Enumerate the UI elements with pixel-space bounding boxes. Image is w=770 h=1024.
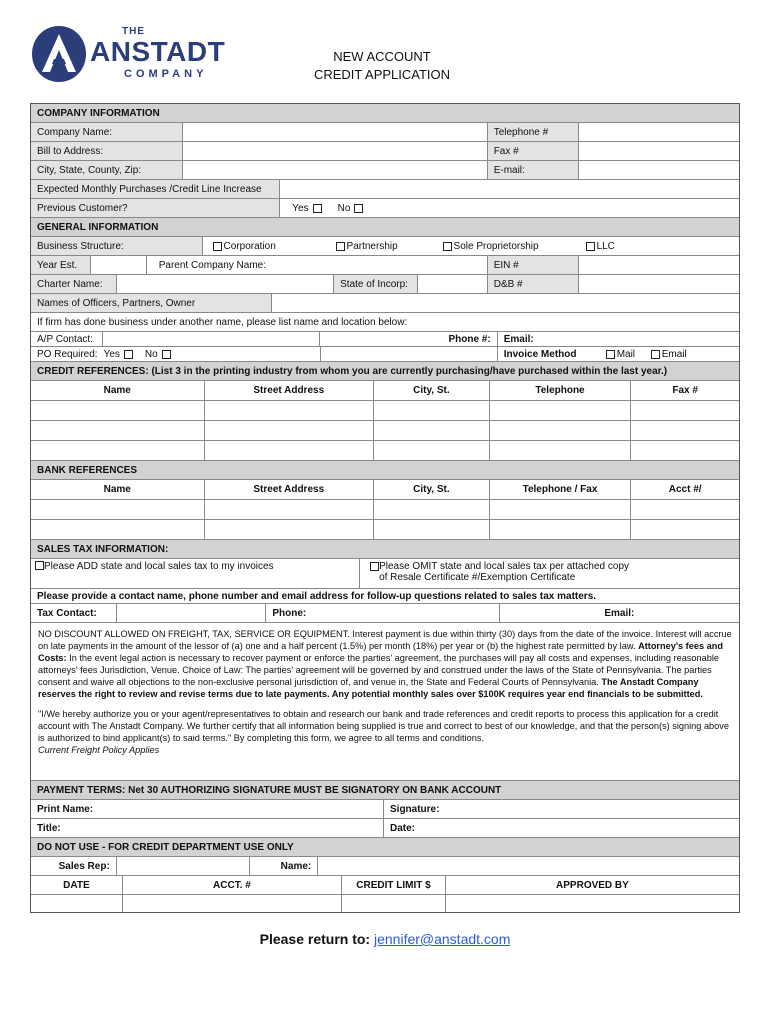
previous-yes-label: Yes — [292, 202, 309, 214]
db-label: D&B # — [488, 275, 580, 293]
sales-tax-omit-option — [360, 559, 739, 588]
credit-ref-3-name[interactable] — [31, 441, 205, 460]
table-row — [31, 421, 739, 441]
dept-col-approved-by: APPROVED BY — [556, 879, 629, 891]
bank-ref-2-city[interactable] — [374, 520, 490, 539]
credit-dept-columns — [31, 876, 739, 895]
expected-purchases-field[interactable] — [280, 180, 739, 198]
terms-text — [31, 623, 739, 780]
corporation-label: Corporation — [223, 240, 276, 252]
tax-phone-label: Phone: — [272, 607, 307, 619]
print-name-row — [31, 800, 739, 819]
dept-col-credit-limit: CREDIT LIMIT $ — [342, 876, 446, 894]
tax-contact-field[interactable] — [117, 604, 267, 622]
charter-field[interactable] — [117, 275, 334, 293]
bank-ref-1-city[interactable] — [374, 500, 490, 519]
llc-checkbox[interactable] — [586, 242, 595, 251]
llc-label: LLC — [596, 240, 615, 252]
bank-ref-1-acct[interactable] — [631, 500, 739, 519]
bank-ref-1-telephone-fax[interactable] — [490, 500, 632, 519]
bill-to-label: Bill to Address: — [31, 142, 183, 160]
bank-ref-2-street[interactable] — [205, 520, 375, 539]
terms-row — [31, 623, 739, 781]
state-incorp-field[interactable] — [418, 275, 488, 293]
email-invoice-label: Email — [661, 348, 687, 360]
ap-email-label: Email: — [503, 333, 534, 345]
po-no-label: No — [144, 348, 158, 360]
credit-ref-2-street[interactable] — [205, 421, 375, 440]
sales-tax-add-option — [31, 559, 360, 588]
po-yes-checkbox[interactable] — [124, 350, 133, 359]
year-est-label: Year Est. — [31, 256, 91, 274]
general-info-header: GENERAL INFORMATION — [31, 218, 739, 237]
credit-ref-2-name[interactable] — [31, 421, 205, 440]
state-incorp-label: State of Incorp: — [334, 275, 418, 293]
fax-label: Fax # — [488, 142, 580, 160]
credit-ref-3-telephone[interactable] — [490, 441, 632, 460]
tax-email-field[interactable] — [500, 604, 739, 622]
sales-rep-row — [31, 857, 739, 876]
tax-contact-label: Tax Contact: — [31, 604, 117, 622]
credit-col-telephone: Telephone — [490, 381, 632, 400]
po-required-options — [31, 347, 320, 361]
tax-phone-field[interactable] — [266, 604, 499, 622]
dept-col-date: DATE — [31, 876, 123, 894]
ap-contact-row — [31, 332, 739, 347]
title-label: Title: — [37, 822, 61, 834]
logo-mark-icon — [30, 24, 88, 86]
business-structure-label: Business Structure: — [31, 237, 203, 255]
previous-yes-checkbox[interactable] — [313, 204, 322, 213]
table-row — [31, 895, 739, 912]
bank-col-name: Name — [31, 480, 205, 499]
tax-contact-row — [31, 604, 739, 623]
previous-no-checkbox[interactable] — [354, 204, 363, 213]
credit-application-form — [30, 103, 740, 913]
previous-customer-options — [280, 199, 739, 217]
charter-row — [31, 275, 739, 294]
dept-acct-field[interactable] — [123, 895, 342, 912]
document-title — [297, 48, 467, 84]
terms-p2: "I/We hereby authorize you or your agent/representatives to obtain and research our bank and trade references and credit reports to process this application for a credit account with The Anstadt Company. We further certify that all information being supplied is true and correct to best of our knowledge, and that the person(s) signing above is authorized to bind applicant(s) to said terms." By completing this form, we agree to all terms and conditions. — [38, 709, 729, 743]
dept-approved-by-field[interactable] — [446, 895, 739, 912]
invoice-method-options — [498, 347, 739, 361]
bank-ref-2-name[interactable] — [31, 520, 205, 539]
table-row — [31, 441, 739, 461]
payment-terms-header: PAYMENT TERMS: Net 30 AUTHORIZING SIGNATURE MUST BE SIGNATORY ON BANK ACCOUNT — [31, 781, 739, 800]
credit-ref-3-street[interactable] — [205, 441, 375, 460]
mail-checkbox[interactable] — [606, 350, 615, 359]
omit-tax-label-2: of Resale Certificate #/Exemption Certificate — [379, 572, 576, 583]
table-row — [31, 401, 739, 421]
previous-customer-label: Previous Customer? — [31, 199, 280, 217]
credit-ref-3-fax[interactable] — [631, 441, 739, 460]
title-line-2: CREDIT APPLICATION — [313, 67, 451, 82]
credit-ref-1-name[interactable] — [31, 401, 205, 420]
credit-ref-1-telephone[interactable] — [490, 401, 632, 420]
credit-ref-2-telephone[interactable] — [490, 421, 632, 440]
credit-references-columns — [31, 381, 739, 401]
db-field[interactable] — [579, 275, 739, 293]
prior-names-label: If firm has done business under another name, please list name and location below: — [37, 316, 408, 328]
year-est-row — [31, 256, 739, 275]
po-required-row — [31, 347, 739, 362]
dept-date-field[interactable] — [31, 895, 123, 912]
credit-references-header: CREDIT REFERENCES: (List 3 in the printing industry from whom you are currently purchasing/have purchased within the last year.) — [31, 362, 739, 381]
city-state-label: City, State, County, Zip: — [31, 161, 183, 179]
signature-field[interactable] — [384, 800, 739, 818]
sales-rep-label: Sales Rep: — [31, 857, 117, 875]
telephone-field[interactable] — [579, 123, 739, 141]
credit-col-name: Name — [31, 381, 205, 400]
bank-ref-2-telephone-fax[interactable] — [490, 520, 632, 539]
company-logo — [30, 20, 230, 90]
terms-p1-a: NO DISCOUNT ALLOWED ON FREIGHT, TAX, SERVICE OR EQUIPMENT. Interest payment is due within thirty (30) days from the date of the invoice. Interest will accrue on late payments in the amount of the lessor of (a) one and a half percent (1.5%) per month (18%) per year or (b) the highest rate permitted by law. — [38, 629, 732, 651]
add-tax-checkbox[interactable] — [35, 561, 44, 570]
table-row — [31, 500, 739, 520]
logo-the: THE — [122, 26, 145, 37]
dept-col-acct: ACCT. # — [123, 876, 342, 894]
table-row — [31, 520, 739, 540]
credit-col-street: Street Address — [205, 381, 375, 400]
po-yes-label: Yes — [103, 348, 120, 360]
invoice-method-label: Invoice Method — [503, 348, 577, 360]
credit-ref-2-fax[interactable] — [631, 421, 739, 440]
company-name-field[interactable] — [183, 123, 488, 141]
officers-row — [31, 294, 739, 313]
credit-dept-header: DO NOT USE - FOR CREDIT DEPARTMENT USE ONLY — [31, 838, 739, 857]
credit-ref-1-city[interactable] — [374, 401, 490, 420]
po-blank — [320, 347, 498, 361]
terms-p1-d: The Anstadt Company reserves the right to review and revise terms due to late payments. Any potential monthly sales over $100K requires year end financials to be submitted. — [38, 677, 703, 699]
fax-field[interactable] — [579, 142, 739, 160]
sole-proprietorship-checkbox[interactable] — [443, 242, 452, 251]
credit-col-fax: Fax # — [672, 385, 698, 396]
sales-tax-options-row — [31, 559, 739, 589]
sales-tax-contact-note: Please provide a contact name, phone number and email address for follow-up questions related to sales tax matters. — [37, 590, 597, 602]
title-line-1: NEW ACCOUNT — [333, 49, 431, 64]
print-name-field[interactable] — [31, 800, 384, 818]
po-required-label: PO Required: — [37, 348, 98, 360]
logo-company: COMPANY — [124, 68, 208, 80]
ein-field[interactable] — [579, 256, 739, 274]
terms-paragraph-2 — [38, 708, 732, 756]
omit-tax-checkbox[interactable] — [370, 562, 379, 571]
partnership-label: Partnership — [346, 240, 398, 252]
return-email-link[interactable]: jennifer@anstadt.com — [373, 931, 511, 947]
expected-purchases-row — [31, 180, 739, 199]
officers-label: Names of Officers, Partners, Owner — [31, 294, 272, 312]
credit-ref-1-street[interactable] — [205, 401, 375, 420]
bank-col-telephone-fax: Telephone / Fax — [490, 480, 632, 499]
city-state-field[interactable] — [183, 161, 488, 179]
bank-references-header: BANK REFERENCES — [31, 461, 739, 480]
print-name-label: Print Name: — [37, 803, 94, 815]
company-info-header: COMPANY INFORMATION — [31, 104, 739, 123]
date-label: Date: — [390, 822, 416, 834]
officers-field[interactable] — [272, 294, 739, 312]
rep-name-label: Name: — [250, 857, 318, 875]
parent-company-field[interactable] — [147, 256, 488, 274]
terms-p1-c: In the event legal action is necessary to recover payment or enforce the parties' agreement, the purchases will pay all costs and expenses, including reasonable attorneys' fees Jurisdiction, Venue. Choice of Law: The parties' agreement will be governed by and construed under the laws of the State of Pennsylvania. The parties consent and waive all objections to the non-exclusive personal jurisdiction of, and venue in, the State and Federal Courts of Pennsylvania. — [38, 653, 719, 687]
telephone-label: Telephone # — [488, 123, 580, 141]
city-state-row — [31, 161, 739, 180]
bank-ref-1-street[interactable] — [205, 500, 375, 519]
previous-customer-row — [31, 199, 739, 218]
rep-name-field[interactable] — [318, 857, 739, 875]
company-name-row — [31, 123, 739, 142]
bank-col-street: Street Address — [205, 480, 375, 499]
ap-contact-field[interactable] — [103, 332, 320, 346]
email-field[interactable] — [579, 161, 739, 179]
prior-names-row — [31, 313, 739, 332]
sole-proprietorship-label: Sole Proprietorship — [453, 240, 539, 252]
bank-ref-1-name[interactable] — [31, 500, 205, 519]
expected-purchases-label: Expected Monthly Purchases /Credit Line Increase — [31, 180, 280, 198]
add-tax-label: Please ADD state and local sales tax to my invoices — [44, 561, 274, 572]
tax-email-label: Email: — [604, 607, 635, 619]
bank-references-columns — [31, 480, 739, 500]
return-instructions — [0, 931, 770, 947]
mail-label: Mail — [616, 348, 636, 360]
bank-col-city: City, St. — [374, 480, 490, 499]
terms-p3: Current Freight Policy Applies — [38, 745, 160, 755]
dept-credit-limit-field[interactable] — [342, 895, 446, 912]
bill-to-field[interactable] — [183, 142, 488, 160]
company-name-label: Company Name: — [31, 123, 183, 141]
terms-p1-b: Attorney's fees and Costs: — [38, 641, 723, 663]
parent-company-label: Parent Company Name: — [158, 259, 266, 271]
title-row — [31, 819, 739, 838]
ein-label: EIN # — [488, 256, 580, 274]
year-est-field[interactable] — [91, 256, 147, 274]
charter-label: Charter Name: — [31, 275, 117, 293]
signature-label: Signature: — [390, 803, 440, 815]
credit-ref-1-fax[interactable] — [631, 401, 739, 420]
credit-ref-3-city[interactable] — [374, 441, 490, 460]
bank-ref-2-acct[interactable] — [631, 520, 739, 539]
sales-rep-field[interactable] — [117, 857, 251, 875]
ap-phone-label: Phone #: — [320, 332, 498, 346]
return-label: Please return to: — [259, 931, 374, 947]
corporation-checkbox[interactable] — [213, 242, 222, 251]
logo-name: ANSTADT — [90, 36, 226, 67]
business-structure-row — [31, 237, 739, 256]
terms-paragraph-1 — [38, 628, 732, 700]
email-invoice-checkbox[interactable] — [651, 350, 660, 359]
po-no-checkbox[interactable] — [162, 350, 171, 359]
business-structure-options — [203, 237, 739, 255]
bank-col-acct: Acct #/ — [668, 484, 702, 495]
sales-tax-contact-note-row — [31, 589, 739, 604]
previous-no-label: No — [337, 202, 351, 214]
email-label: E-mail: — [488, 161, 580, 179]
partnership-checkbox[interactable] — [336, 242, 345, 251]
date-field[interactable] — [384, 819, 739, 837]
ap-contact-label: A/P Contact: — [31, 332, 103, 346]
title-field[interactable] — [31, 819, 384, 837]
credit-ref-2-city[interactable] — [374, 421, 490, 440]
omit-tax-label-1: Please OMIT state and local sales tax per attached copy — [379, 561, 630, 572]
sales-tax-header: SALES TAX INFORMATION: — [31, 540, 739, 559]
bill-to-row — [31, 142, 739, 161]
credit-col-city: City, St. — [374, 381, 490, 400]
